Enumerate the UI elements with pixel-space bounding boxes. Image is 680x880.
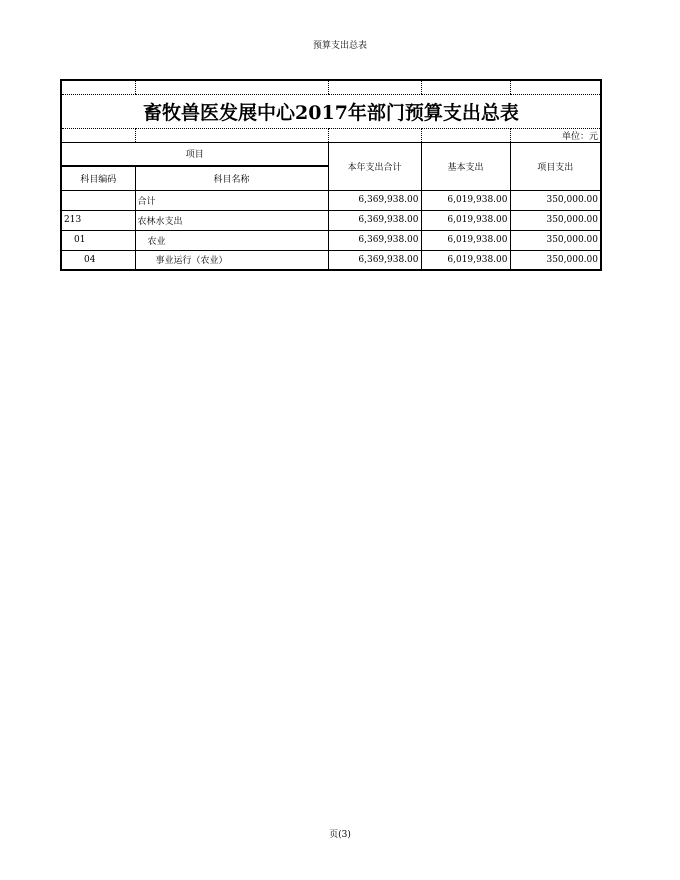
title-row: [61, 94, 601, 128]
row-basic: 6,019,938.00: [421, 250, 510, 270]
table-row: [61, 190, 601, 210]
row-code: [61, 190, 135, 210]
unit-row: [61, 128, 601, 142]
header-project-expense: 项目支出: [510, 142, 601, 190]
row-name: 事业运行（农业）: [135, 250, 328, 270]
row-total: 6,369,938.00: [328, 230, 421, 250]
page-header: 预算支出总表: [312, 41, 367, 51]
table-row: [61, 210, 601, 230]
row-code: 04: [61, 250, 135, 270]
row-total: 6,369,938.00: [328, 250, 421, 270]
row-project: 350,000.00: [510, 210, 601, 230]
header-name: 科目名称: [135, 166, 328, 190]
row-name: 农业: [135, 230, 328, 250]
row-project: 350,000.00: [510, 250, 601, 270]
row-total: 6,369,938.00: [328, 190, 421, 210]
row-total: 6,369,938.00: [328, 210, 421, 230]
row-basic: 6,019,938.00: [421, 210, 510, 230]
header-project: 项目: [61, 142, 328, 166]
page-footer: 页(3): [329, 830, 351, 840]
unit-label: 单位：元: [510, 128, 601, 142]
table-title: 畜牧兽医发展中心2017年部门预算支出总表: [61, 94, 601, 128]
blank-row: [61, 80, 601, 94]
header-total: 本年支出合计: [328, 142, 421, 190]
row-project: 350,000.00: [510, 230, 601, 250]
budget-table: [60, 79, 602, 271]
row-basic: 6,019,938.00: [421, 230, 510, 250]
row-code: 213: [61, 210, 135, 230]
row-basic: 6,019,938.00: [421, 190, 510, 210]
row-project: 350,000.00: [510, 190, 601, 210]
header-row-1: [61, 142, 601, 166]
row-name: 农林水支出: [135, 210, 328, 230]
table-row: [61, 250, 601, 270]
header-code: 科目编码: [61, 166, 135, 190]
row-name: 合计: [135, 190, 328, 210]
row-code: 01: [61, 230, 135, 250]
table-row: [61, 230, 601, 250]
header-basic: 基本支出: [421, 142, 510, 190]
